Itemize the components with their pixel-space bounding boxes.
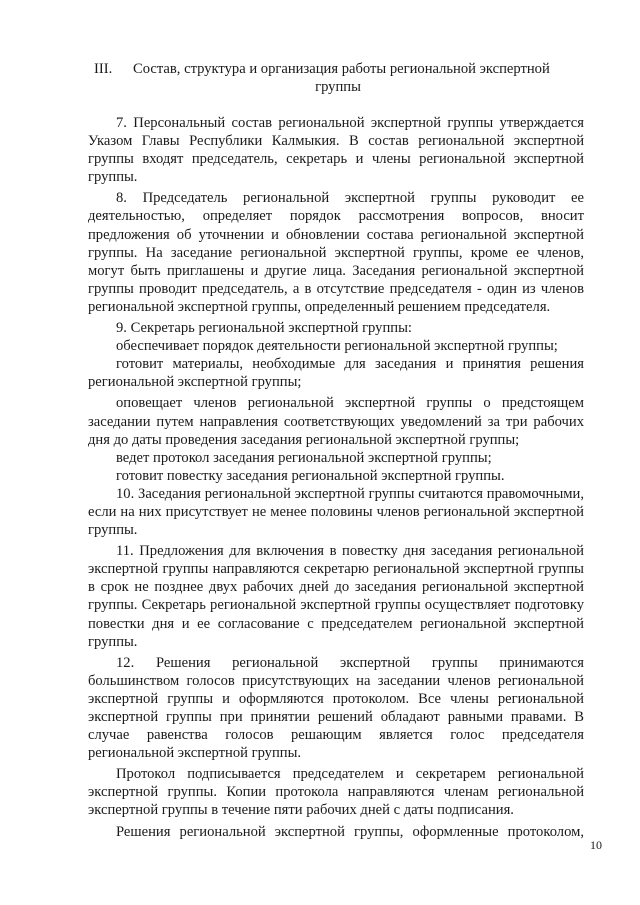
section-title-line2: группы [315,79,361,95]
section-title-line1: Состав, структура и организация работы региональной экспертной [133,61,550,77]
page-number: 10 [590,838,602,852]
paragraph-9: 9. Секретарь региональной экспертной группы: [116,320,412,337]
paragraph-9-item-1: обеспечивает порядок деятельности региональной экспертной группы; [116,338,558,355]
paragraph-8: 8. Председатель региональной экспертной группы руководит ее деятельностью, определяет порядок рассмотрения вопросов, вносит предложения об уточнении и обновлении состава региональной экспертной группы. На заседание региональной экспертной группы, кроме ее членов, могут быть приглашены и другие лица. Заседания региональной экспертной группы проводит председатель, а в отсутствие председателя - один из членов региональной экспертной группы, определенный решением председателя. [88,190,584,315]
paragraph-9-item-5: готовит повестку заседания региональной экспертной группы. [116,467,505,484]
paragraph-11: 11. Предложения для включения в повестку дня заседания региональной экспертной группы направляются секретарю региональной экспертной группы в срок не позднее двух рабочих дней до заседания региональной экспертной группы. Секретарь региональной экспертной группы осуществляет подготовку повестки дня и ее согласование с председателем региональной экспертной группы. [88,543,584,650]
paragraph-9-item-2: готовит материалы, необходимые для заседания и принятия решения региональной экспертной группы; [88,356,584,391]
paragraph-protocol: Протокол подписывается председателем и секретарем региональной экспертной группы. Копии протокола направляются членам региональной экспертной группы в течение пяти рабочих дней с даты подписания. [88,766,584,819]
paragraph-9-item-4: ведет протокол заседания региональной экспертной группы; [116,449,492,466]
paragraph-10: 10. Заседания региональной экспертной группы считаются правомочными, если на них присутствует не менее половины членов региональной экспертной группы. [88,485,584,539]
paragraph-12: 12. Решения региональной экспертной группы принимаются большинством голосов присутствующих на заседании членов региональной экспертной группы и оформляются протоколом. Все члены региональной экспертной группы при принятии решений обладают равными правами. В случае равенства голосов решающим является голос председателя региональной экспертной группы. [88,654,584,762]
section-number: III. [94,61,113,77]
section-body [88,114,584,841]
paragraph-9-item-3: оповещает членов региональной экспертной группы о предстоящем заседании путем направления соответствующих уведомлений за три рабочих дня до даты проведения заседания региональной экспертной группы; [88,395,584,448]
paragraph-decisions: Решения региональной экспертной группы, оформленные протоколом, [116,823,584,840]
paragraph-7: 7. Персональный состав региональной экспертной группы утверждается Указом Главы Республики Калмыкия. В состав региональной экспертной группы входят председатель, секретарь и члены региональной экспертной группы. [88,115,584,186]
